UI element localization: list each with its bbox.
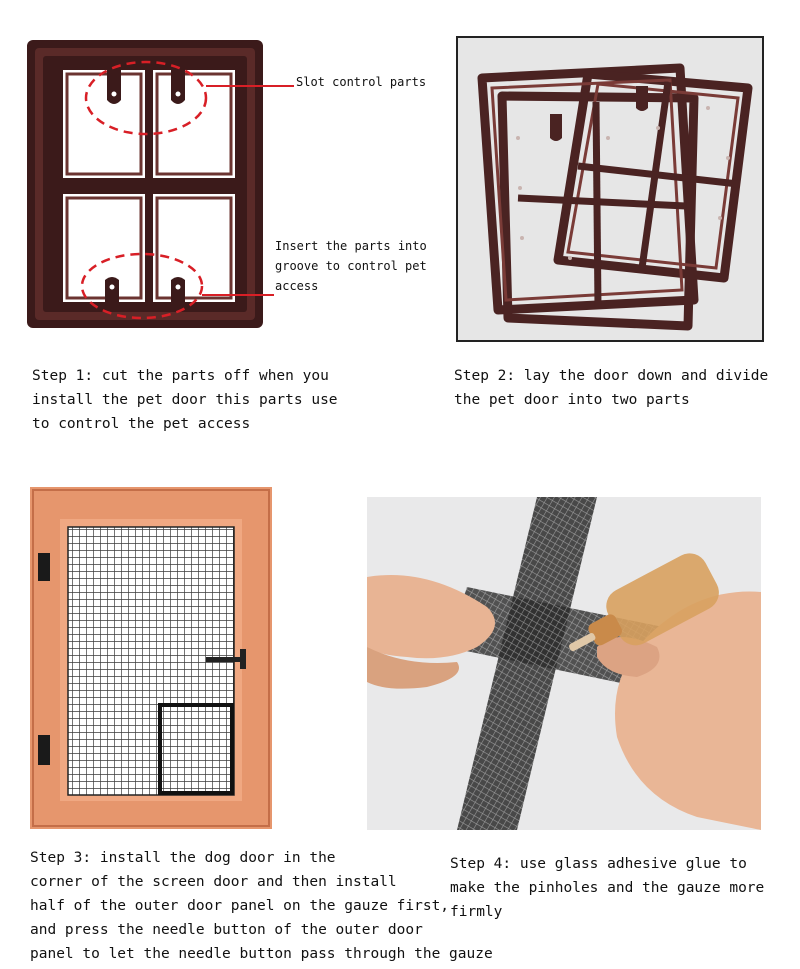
caption-line: and press the needle button of the outer door xyxy=(30,922,423,938)
step2-caption xyxy=(454,364,768,412)
caption-line: Step 4: use glass adhesive glue to xyxy=(450,856,747,872)
caption-line: corner of the screen door and then install xyxy=(30,874,397,890)
caption-line: Step 1: cut the parts off when you xyxy=(32,368,329,384)
screen-door-image xyxy=(30,487,272,829)
step3-caption xyxy=(30,846,493,966)
label-slot-control: Slot control parts xyxy=(296,75,427,89)
caption-line: panel to let the needle button pass through the gauze xyxy=(30,946,493,962)
caption-line: firmly xyxy=(450,904,503,920)
label-insert-parts xyxy=(275,236,427,296)
dashed-ellipse-top xyxy=(86,62,206,134)
dashed-ellipse-bottom xyxy=(82,254,202,318)
caption-line: half of the outer door panel on the gauze first, xyxy=(30,898,450,914)
divided-frames-image xyxy=(456,36,764,342)
caption-line: Step 3: install the dog door in the xyxy=(30,850,336,866)
caption-line: Step 2: lay the door down and divide xyxy=(454,368,769,384)
step4-caption xyxy=(450,852,764,924)
label-insert-line: Insert the parts into xyxy=(275,239,427,253)
label-insert-line: groove to control pet xyxy=(275,259,427,273)
gluing-photo xyxy=(367,497,761,830)
label-insert-line: access xyxy=(275,279,319,293)
caption-line: to control the pet access xyxy=(32,416,251,432)
step1-caption xyxy=(32,364,338,436)
caption-line: the pet door into two parts xyxy=(454,392,690,408)
caption-line: install the pet door this parts use xyxy=(32,392,338,408)
caption-line: make the pinholes and the gauze more xyxy=(450,880,765,896)
